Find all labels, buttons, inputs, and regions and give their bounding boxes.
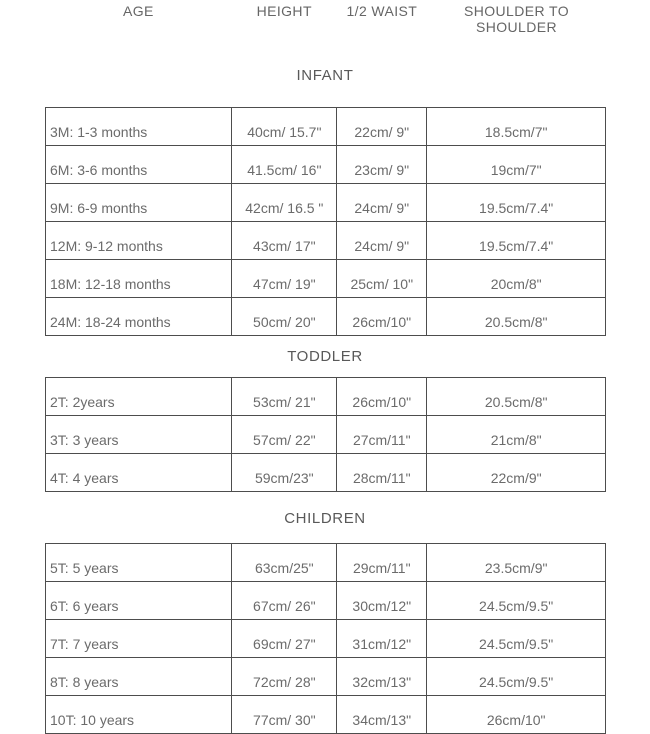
table-row	[46, 378, 606, 416]
cell-half-waist: 24cm/ 9"	[337, 184, 427, 222]
cell-height: 41.5cm/ 16"	[232, 146, 337, 184]
cell-height: 59cm/23"	[232, 454, 337, 492]
table-row	[46, 260, 606, 298]
cell-age: 3M: 1-3 months	[46, 108, 232, 146]
cell-height: 42cm/ 16.5 "	[232, 184, 337, 222]
section-title-toddler: TODDLER	[287, 348, 363, 365]
cell-shoulder-to-shoulder: 24.5cm/9.5"	[427, 620, 606, 658]
table-row	[46, 108, 606, 146]
cell-age: 2T: 2years	[46, 378, 232, 416]
cell-age: 6M: 3-6 months	[46, 146, 232, 184]
cell-age: 8T: 8 years	[46, 658, 232, 696]
children-size-table	[45, 543, 606, 734]
cell-age: 9M: 6-9 months	[46, 184, 232, 222]
cell-age: 6T: 6 years	[46, 582, 232, 620]
cell-height: 57cm/ 22"	[232, 416, 337, 454]
cell-half-waist: 23cm/ 9"	[337, 146, 427, 184]
cell-half-waist: 26cm/10"	[337, 378, 427, 416]
table-row	[46, 544, 606, 582]
cell-shoulder-to-shoulder: 19cm/7"	[427, 146, 606, 184]
cell-shoulder-to-shoulder: 18.5cm/7"	[427, 108, 606, 146]
cell-height: 43cm/ 17"	[232, 222, 337, 260]
table-row	[46, 620, 606, 658]
cell-shoulder-to-shoulder: 21cm/8"	[427, 416, 606, 454]
cell-height: 47cm/ 19"	[232, 260, 337, 298]
section-title-children: CHILDREN	[284, 510, 366, 527]
cell-shoulder-to-shoulder: 20.5cm/8"	[427, 378, 606, 416]
infant-size-table	[45, 107, 606, 336]
table-row	[46, 454, 606, 492]
cell-age: 18M: 12-18 months	[46, 260, 232, 298]
cell-height: 72cm/ 28"	[232, 658, 337, 696]
table-row	[46, 416, 606, 454]
column-header-waist: 1/2 WAIST	[346, 3, 418, 19]
cell-shoulder-to-shoulder: 26cm/10"	[427, 696, 606, 734]
cell-half-waist: 34cm/13"	[337, 696, 427, 734]
cell-height: 50cm/ 20"	[232, 298, 337, 336]
column-header-shoulder: SHOULDER TO SHOULDER	[463, 3, 570, 35]
cell-age: 12M: 9-12 months	[46, 222, 232, 260]
cell-height: 69cm/ 27"	[232, 620, 337, 658]
cell-shoulder-to-shoulder: 24.5cm/9.5"	[427, 658, 606, 696]
table-row	[46, 222, 606, 260]
cell-half-waist: 27cm/11"	[337, 416, 427, 454]
cell-height: 63cm/25"	[232, 544, 337, 582]
cell-half-waist: 24cm/ 9"	[337, 222, 427, 260]
cell-shoulder-to-shoulder: 20cm/8"	[427, 260, 606, 298]
column-header-height: HEIGHT	[256, 3, 312, 19]
cell-half-waist: 26cm/10"	[337, 298, 427, 336]
column-headers	[45, 0, 606, 35]
cell-age: 5T: 5 years	[46, 544, 232, 582]
table-row	[46, 146, 606, 184]
cell-shoulder-to-shoulder: 20.5cm/8"	[427, 298, 606, 336]
cell-age: 4T: 4 years	[46, 454, 232, 492]
cell-half-waist: 31cm/12"	[337, 620, 427, 658]
cell-half-waist: 25cm/ 10"	[337, 260, 427, 298]
cell-age: 24M: 18-24 months	[46, 298, 232, 336]
cell-height: 67cm/ 26"	[232, 582, 337, 620]
table-row	[46, 658, 606, 696]
cell-height: 40cm/ 15.7"	[232, 108, 337, 146]
table-row	[46, 582, 606, 620]
cell-age: 10T: 10 years	[46, 696, 232, 734]
cell-shoulder-to-shoulder: 19.5cm/7.4"	[427, 184, 606, 222]
toddler-size-table	[45, 377, 606, 492]
cell-half-waist: 29cm/11"	[337, 544, 427, 582]
section-title-infant: INFANT	[296, 67, 354, 84]
cell-age: 3T: 3 years	[46, 416, 232, 454]
table-row	[46, 298, 606, 336]
cell-shoulder-to-shoulder: 23.5cm/9"	[427, 544, 606, 582]
cell-height: 53cm/ 21"	[232, 378, 337, 416]
cell-shoulder-to-shoulder: 22cm/9"	[427, 454, 606, 492]
cell-half-waist: 30cm/12"	[337, 582, 427, 620]
table-row	[46, 184, 606, 222]
cell-half-waist: 22cm/ 9"	[337, 108, 427, 146]
cell-age: 7T: 7 years	[46, 620, 232, 658]
column-header-age: AGE	[123, 3, 154, 19]
cell-shoulder-to-shoulder: 24.5cm/9.5"	[427, 582, 606, 620]
size-chart-sheet	[45, 0, 606, 734]
cell-height: 77cm/ 30"	[232, 696, 337, 734]
table-row	[46, 696, 606, 734]
cell-half-waist: 32cm/13"	[337, 658, 427, 696]
cell-shoulder-to-shoulder: 19.5cm/7.4"	[427, 222, 606, 260]
cell-half-waist: 28cm/11"	[337, 454, 427, 492]
